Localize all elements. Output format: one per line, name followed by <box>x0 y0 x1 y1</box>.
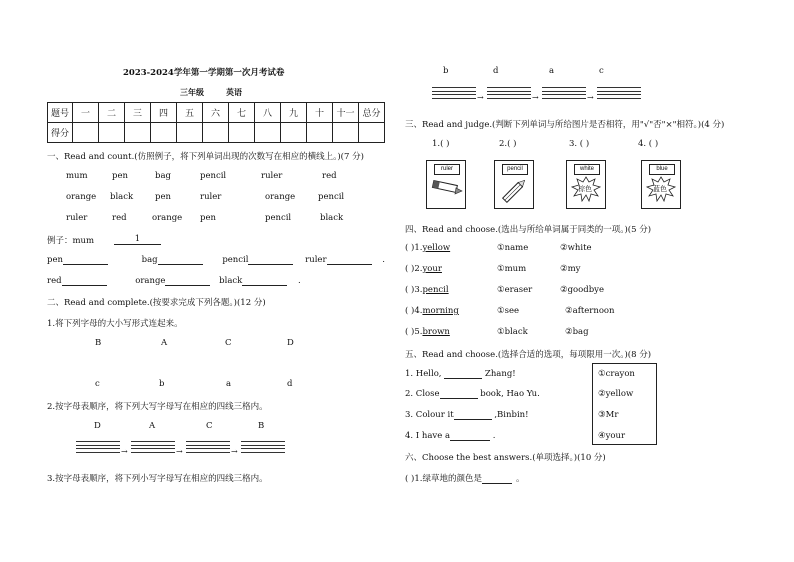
score-header-cell: 七 <box>229 103 255 123</box>
option-a[interactable]: ①eraser <box>497 285 533 295</box>
option-b[interactable]: ②afternoon <box>565 306 615 316</box>
card-label: pencil <box>502 164 528 175</box>
judge-number[interactable]: 4. ( ) <box>638 139 659 149</box>
four-line-grid[interactable] <box>432 87 476 101</box>
card-label: blue <box>649 164 675 175</box>
word: pencil <box>318 192 345 202</box>
q3-letter: b <box>443 66 449 76</box>
four-line-grid[interactable] <box>597 87 641 101</box>
arrow-icon: → <box>532 93 539 102</box>
score-cell[interactable] <box>307 123 333 143</box>
period: . <box>382 255 385 265</box>
target-word: yellow <box>422 243 451 253</box>
judge-card-ruler <box>426 160 466 209</box>
section5-heading: 五、Read and choose.(选择合适的选项，每项限用一次。)(8 分) <box>405 350 652 360</box>
word: pencil <box>200 171 227 181</box>
q2-instruction: 2.按字母表顺序，将下列大写字母写在相应的四线三格内。 <box>47 402 268 412</box>
score-cell[interactable] <box>99 123 125 143</box>
answer-paren[interactable]: ( ) <box>405 327 415 337</box>
q3-letter: a <box>549 66 555 76</box>
answer-blank[interactable] <box>165 285 210 286</box>
score-header-cell: 十一 <box>333 103 359 123</box>
word: ruler <box>261 171 283 181</box>
count-word: red <box>47 276 62 286</box>
exam-title: 2023-2024学年第一学期第一次月考试卷 <box>123 68 285 78</box>
answer-blank[interactable] <box>242 285 287 286</box>
option-item: ①crayon <box>598 369 635 379</box>
option-b[interactable]: ②goodbye <box>560 285 605 295</box>
fill-question: 3. Colour it ,Binbin! <box>405 410 529 420</box>
score-table-score-row <box>48 123 385 143</box>
score-cell[interactable] <box>177 123 203 143</box>
card-label: ruler <box>434 164 460 175</box>
judge-card-pencil <box>494 160 534 209</box>
score-header-cell: 题号 <box>48 103 73 123</box>
answer-blank[interactable] <box>450 440 490 441</box>
answer-paren[interactable]: ( ) <box>405 306 415 316</box>
q3-letter: c <box>599 66 604 76</box>
answer-blank[interactable] <box>327 264 372 265</box>
score-header-cell: 二 <box>99 103 125 123</box>
card-label: white <box>574 164 600 175</box>
four-line-grid[interactable] <box>241 441 285 455</box>
word: ruler <box>200 192 222 202</box>
four-line-grid[interactable] <box>487 87 531 101</box>
answer-blank[interactable] <box>248 264 293 265</box>
q1-instruction: 1.将下列字母的大小写形式连起来。 <box>47 319 183 329</box>
judge-number[interactable]: 3. ( ) <box>569 139 590 149</box>
score-table-header-row <box>48 103 385 123</box>
target-word: your <box>422 264 442 274</box>
q2-letter: C <box>206 421 213 431</box>
word: orange <box>152 213 183 223</box>
uppercase-letter[interactable]: C <box>225 338 232 348</box>
count-word: bag <box>141 255 158 265</box>
judge-number[interactable]: 2.( ) <box>499 139 517 149</box>
score-row-label: 得分 <box>48 123 73 143</box>
score-cell[interactable] <box>255 123 281 143</box>
word: bag <box>155 171 171 181</box>
q2-letter: B <box>258 421 265 431</box>
score-cell[interactable] <box>333 123 359 143</box>
lowercase-letter[interactable]: a <box>226 379 232 389</box>
color-chars: 棕色 <box>578 185 592 193</box>
period: . <box>298 276 301 286</box>
section6-heading: 六、Choose the best answers.(单项选择。)(10 分) <box>405 453 606 463</box>
lowercase-letter[interactable]: c <box>95 379 100 389</box>
score-header-cell: 九 <box>281 103 307 123</box>
word: black <box>320 213 344 223</box>
answer-paren[interactable]: ( ) <box>405 243 415 253</box>
choose-item: ( )2.your <box>405 264 442 274</box>
judge-number[interactable]: 1.( ) <box>432 139 450 149</box>
score-cell[interactable] <box>229 123 255 143</box>
score-cell[interactable] <box>125 123 151 143</box>
example-answer: 1 <box>114 234 161 245</box>
section4-heading: 四、Read and choose.(选出与所给单词属于同类的一项。)(5 分) <box>405 225 652 235</box>
count-row-2 <box>47 276 301 286</box>
option-b[interactable]: ②bag <box>565 327 589 337</box>
target-word: morning <box>422 306 459 316</box>
judge-card-white <box>566 160 606 209</box>
count-word: orange <box>135 276 166 286</box>
option-a[interactable]: ①mum <box>497 264 527 274</box>
arrow-icon: → <box>176 447 183 456</box>
sharpener-pencil-icon <box>427 161 465 208</box>
word: red <box>112 213 127 223</box>
mc-question: ( )1.绿草地的颜色是 。 <box>405 474 525 484</box>
section3-heading: 三、Read and judge.(判断下列单词与所给图片是否相符，用"√"否"×"相符。)(4 分) <box>405 120 725 130</box>
pencil-icon <box>495 161 533 208</box>
word: pen <box>200 213 216 223</box>
word: pen <box>112 171 128 181</box>
score-header-cell: 六 <box>203 103 229 123</box>
word: ruler <box>66 213 88 223</box>
four-line-grid[interactable] <box>76 441 120 455</box>
option-a[interactable]: ①see <box>497 306 520 316</box>
option-a[interactable]: ①black <box>497 327 528 337</box>
answer-blank[interactable] <box>158 264 203 265</box>
score-header-cell: 一 <box>73 103 99 123</box>
score-header-cell: 十 <box>307 103 333 123</box>
word: pen <box>155 192 171 202</box>
four-line-grid[interactable] <box>542 87 586 101</box>
uppercase-letter[interactable]: B <box>95 338 102 348</box>
choose-item: ( )3.pencil <box>405 285 449 295</box>
choose-item: ( )5.brown <box>405 327 450 337</box>
count-word: black <box>219 276 243 286</box>
q3-instruction: 3.按字母表顺序，将下列小写字母写在相应的四线三格内。 <box>47 474 268 484</box>
word: orange <box>265 192 296 202</box>
score-header-cell: 八 <box>255 103 281 123</box>
fill-question: 2. Close book, Hao Yu. <box>405 389 540 399</box>
option-item: ②yellow <box>598 389 634 399</box>
answer-blank[interactable] <box>62 285 107 286</box>
arrow-icon: → <box>121 447 128 456</box>
lowercase-letter[interactable]: b <box>159 379 165 389</box>
option-item: ④your <box>598 431 626 441</box>
word: black <box>110 192 134 202</box>
four-line-grid[interactable] <box>131 441 175 455</box>
count-word: pencil <box>222 255 249 265</box>
lowercase-letter[interactable]: d <box>287 379 293 389</box>
choose-item: ( )4.morning <box>405 306 459 316</box>
score-cell[interactable] <box>151 123 177 143</box>
answer-blank[interactable] <box>444 378 482 379</box>
answer-blank[interactable] <box>440 398 478 399</box>
score-header-cell: 三 <box>125 103 151 123</box>
option-a[interactable]: ①name <box>497 243 529 253</box>
option-b[interactable]: ②my <box>560 264 581 274</box>
count-word: pen <box>47 255 63 265</box>
score-header-cell: 五 <box>177 103 203 123</box>
subject-label: 英语 <box>226 87 242 97</box>
score-header-cell: 四 <box>151 103 177 123</box>
option-b[interactable]: ②white <box>560 243 592 253</box>
target-word: brown <box>422 327 450 337</box>
score-cell[interactable] <box>281 123 307 143</box>
choose-item: ( )1.yellow <box>405 243 451 253</box>
score-table <box>47 102 385 143</box>
example-label: 例子：mum <box>47 236 95 246</box>
color-chars: 蓝色 <box>653 185 667 193</box>
fill-question: 1. Hello, Zhang! <box>405 369 516 379</box>
q2-letter: D <box>94 421 101 431</box>
uppercase-letter[interactable]: D <box>287 338 294 348</box>
section1-heading: 一、Read and count.(仿照例子，将下列单词出现的次数写在相应的横线上。)(7 分) <box>47 152 364 162</box>
count-word: ruler <box>305 255 327 265</box>
fill-question: 4. I have a . <box>405 431 496 441</box>
grade-label: 三年级 <box>180 87 204 97</box>
word: red <box>322 171 337 181</box>
word: pencil <box>265 213 292 223</box>
answer-blank[interactable] <box>482 483 512 484</box>
section2-heading: 二、Read and complete.(按要求完成下列各题。)(12 分) <box>47 298 266 308</box>
arrow-icon: → <box>477 93 484 102</box>
word: mum <box>66 171 88 181</box>
answer-paren[interactable]: ( ) <box>405 264 415 274</box>
answer-blank[interactable] <box>63 264 108 265</box>
arrow-icon: → <box>587 93 594 102</box>
target-word: pencil <box>422 285 449 295</box>
score-cell[interactable] <box>73 123 99 143</box>
option-item: ③Mr <box>598 410 619 420</box>
four-line-grid[interactable] <box>186 441 230 455</box>
answer-blank[interactable] <box>454 419 492 420</box>
judge-card-blue <box>641 160 681 209</box>
count-row-1 <box>47 255 385 265</box>
score-header-cell: 总分 <box>359 103 385 123</box>
answer-paren[interactable]: ( ) <box>405 285 415 295</box>
score-cell[interactable] <box>359 123 385 143</box>
q2-letter: A <box>149 421 156 431</box>
arrow-icon: → <box>231 447 238 456</box>
q3-letter: d <box>493 66 499 76</box>
uppercase-letter[interactable]: A <box>161 338 168 348</box>
score-cell[interactable] <box>203 123 229 143</box>
word: orange <box>66 192 97 202</box>
